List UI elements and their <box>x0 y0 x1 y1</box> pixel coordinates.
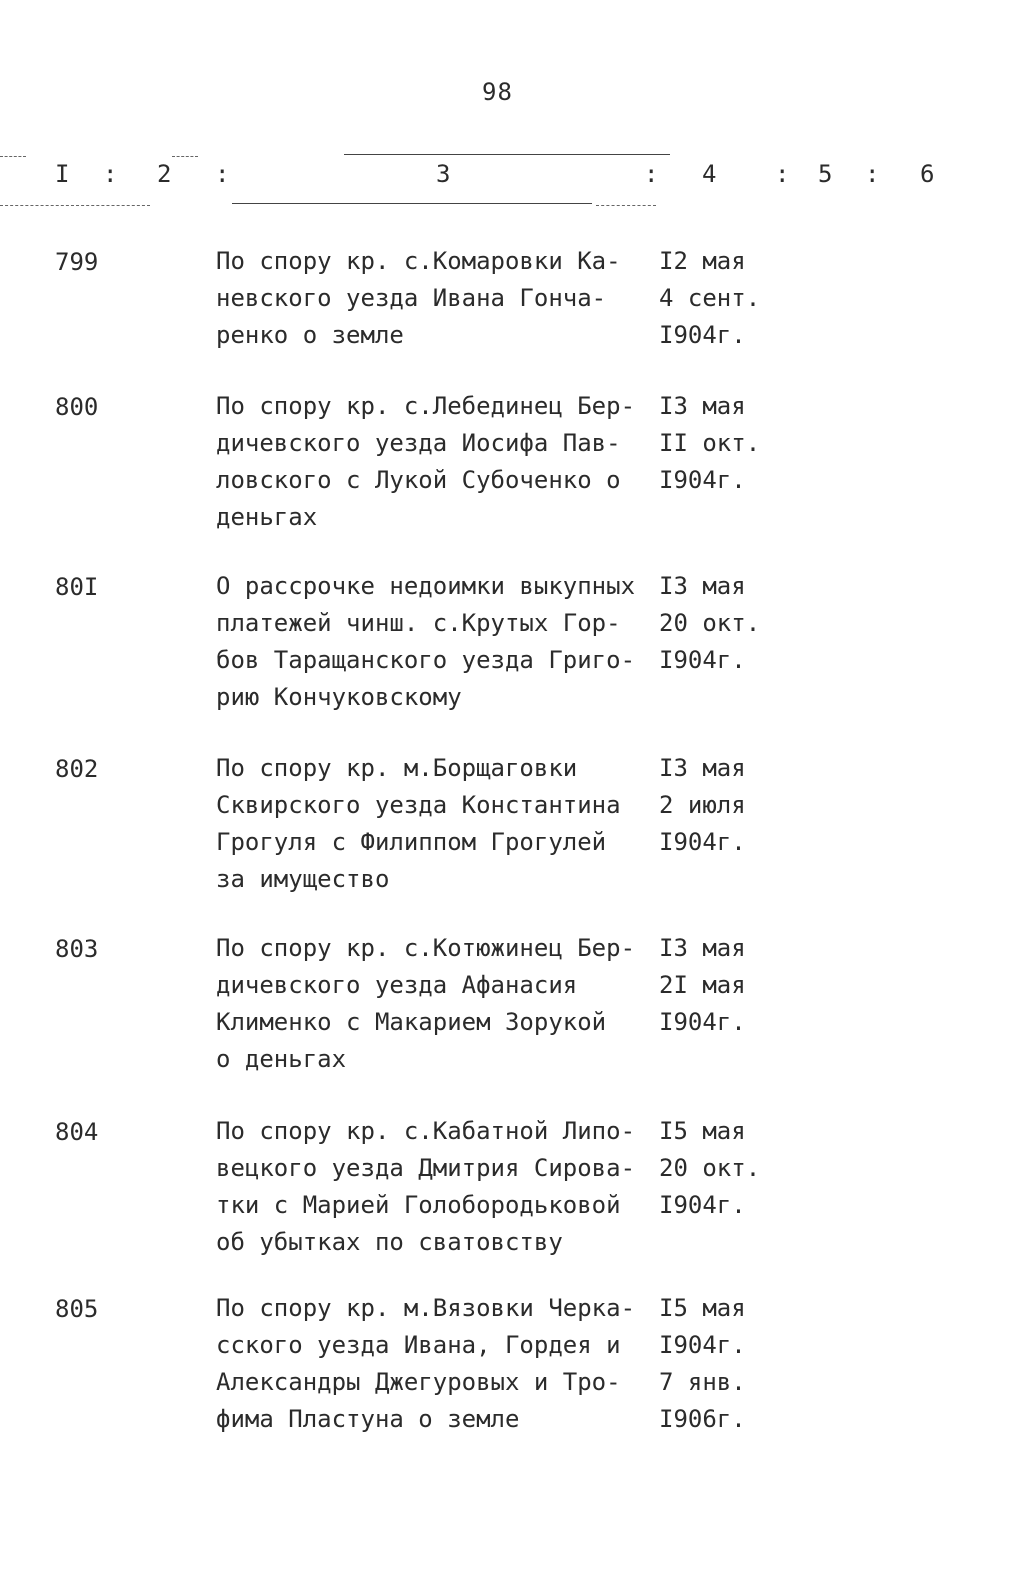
date-line: 4 сент. <box>659 284 761 312</box>
description-line: деньгах <box>216 503 318 531</box>
record-number: 802 <box>55 755 99 783</box>
description-line: тки с Марией Голобородьковой <box>216 1191 621 1219</box>
description-line: По спору кр. с.Кабатной Липо- <box>216 1117 636 1145</box>
description-line: Александры Джегуровых и Тро- <box>216 1368 621 1396</box>
record-dates <box>659 568 789 679</box>
description-line: вецкого уезда Дмитрия Сирова- <box>216 1154 636 1182</box>
description-line: фима Пластуна о земле <box>216 1405 520 1433</box>
header-bottom-rule <box>232 203 592 204</box>
description-line: ловского с Лукой Субоченко о <box>216 466 621 494</box>
record-number: 803 <box>55 935 99 963</box>
record-number: 800 <box>55 393 99 421</box>
date-line: I904г. <box>659 1008 746 1036</box>
description-line: По спору кр. с.Котюжинец Бер- <box>216 934 636 962</box>
date-line: I904г. <box>659 321 746 349</box>
column-header-2: 2 <box>157 160 172 188</box>
description-line: дичевского уезда Иосифа Пав- <box>216 429 621 457</box>
description-line: об убытках по сватовству <box>216 1228 563 1256</box>
record-description <box>216 750 656 898</box>
description-line: рию Кончуковскому <box>216 683 462 711</box>
record-dates <box>659 750 789 861</box>
header-bottom-rule-left <box>0 205 150 206</box>
column-header-1: I <box>55 160 70 188</box>
description-line: По спору кр. м.Вязовки Черка- <box>216 1294 636 1322</box>
description-line: По спору кр. с.Комаровки Ка- <box>216 247 621 275</box>
description-line: ренко о земле <box>216 321 404 349</box>
column-header-5: 5 <box>818 160 833 188</box>
header-top-rule-mid <box>172 156 198 157</box>
date-line: I906г. <box>659 1405 746 1433</box>
record-description <box>216 243 656 354</box>
date-line: II окт. <box>659 429 761 457</box>
description-line: По спору кр. м.Борщаговки <box>216 754 578 782</box>
date-line: I5 мая <box>659 1294 746 1322</box>
column-separator: : <box>644 160 659 188</box>
column-separator: : <box>215 160 230 188</box>
date-line: 20 окт. <box>659 609 761 637</box>
description-line: дичевского уезда Афанасия <box>216 971 578 999</box>
record-dates <box>659 1113 789 1224</box>
column-separator: : <box>865 160 880 188</box>
description-line: бов Таращанского уезда Григо- <box>216 646 636 674</box>
date-line: 20 окт. <box>659 1154 761 1182</box>
date-line: 2 июля <box>659 791 746 819</box>
date-line: I3 мая <box>659 572 746 600</box>
column-separator: : <box>775 160 790 188</box>
description-line: Клименко с Макарием Зорукой <box>216 1008 607 1036</box>
record-description <box>216 930 656 1078</box>
date-line: I904г. <box>659 646 746 674</box>
date-line: 7 янв. <box>659 1368 746 1396</box>
record-dates <box>659 930 789 1041</box>
date-line: I3 мая <box>659 754 746 782</box>
description-line: Сквирского уезда Константина <box>216 791 621 819</box>
column-header-4: 4 <box>702 160 717 188</box>
column-separator: : <box>103 160 118 188</box>
record-number: 80I <box>55 573 99 601</box>
date-line: I904г. <box>659 466 746 494</box>
date-line: I5 мая <box>659 1117 746 1145</box>
date-line: I2 мая <box>659 247 746 275</box>
record-description <box>216 1113 656 1261</box>
record-number: 799 <box>55 248 99 276</box>
record-description <box>216 568 656 716</box>
record-description <box>216 1290 656 1438</box>
header-top-rule-left <box>0 156 26 157</box>
date-line: I904г. <box>659 1191 746 1219</box>
date-line: I904г. <box>659 828 746 856</box>
date-line: I3 мая <box>659 934 746 962</box>
description-line: платежей чинш. с.Крутых Гор- <box>216 609 621 637</box>
record-dates <box>659 243 789 354</box>
record-dates <box>659 1290 789 1438</box>
date-line: I3 мая <box>659 392 746 420</box>
description-line: Грогуля с Филиппом Грогулей <box>216 828 607 856</box>
description-line: невского уезда Ивана Гонча- <box>216 284 607 312</box>
header-bottom-rule-right <box>596 205 656 206</box>
date-line: 2I мая <box>659 971 746 999</box>
record-dates <box>659 388 789 499</box>
column-header-6: 6 <box>920 160 935 188</box>
record-number: 804 <box>55 1118 99 1146</box>
description-line: О рассрочке недоимки выкупных <box>216 572 636 600</box>
record-description <box>216 388 656 536</box>
column-header-3: 3 <box>436 160 451 188</box>
description-line: сского уезда Ивана, Гордея и <box>216 1331 621 1359</box>
description-line: По спору кр. с.Лебединец Бер- <box>216 392 636 420</box>
description-line: за имущество <box>216 865 390 893</box>
description-line: о деньгах <box>216 1045 347 1073</box>
date-line: I904г. <box>659 1331 746 1359</box>
page-number: 98 <box>482 78 513 106</box>
record-number: 805 <box>55 1295 99 1323</box>
header-top-rule <box>344 154 670 155</box>
